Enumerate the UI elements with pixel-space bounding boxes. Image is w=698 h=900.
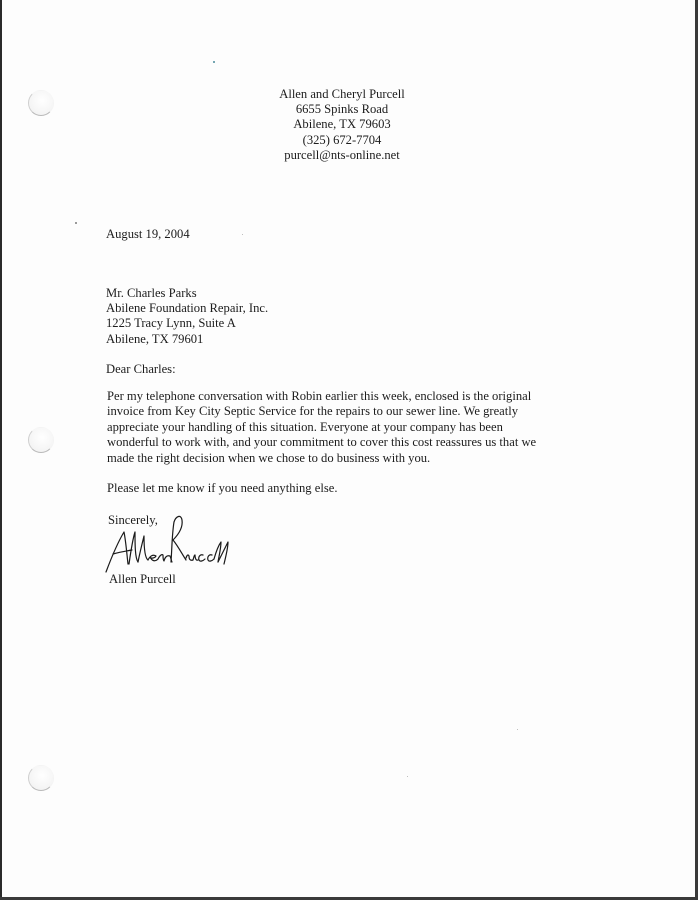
scan-edge-left xyxy=(0,0,2,900)
sign-off: Sincerely, xyxy=(108,513,158,527)
punch-hole-top xyxy=(28,90,54,116)
letterhead-name: Allen and Cheryl Purcell xyxy=(279,87,405,101)
letterhead-city: Abilene, TX 79603 xyxy=(293,117,391,132)
recipient-company: Abilene Foundation Repair, Inc. xyxy=(106,301,269,316)
scan-speck xyxy=(213,61,215,63)
handwritten-signature xyxy=(100,512,235,578)
letterhead xyxy=(242,87,442,163)
body-paragraph xyxy=(107,389,536,466)
letterhead-phone: (325) 672-7704 xyxy=(302,132,382,147)
punch-hole-bottom xyxy=(28,765,54,791)
punch-hole-middle xyxy=(28,427,54,453)
body-line: made the right decision when we chose to do business with you. xyxy=(107,450,431,465)
letterhead-email: purcell@nts-online.net xyxy=(284,147,400,162)
recipient-name: Mr. Charles Parks xyxy=(106,286,197,300)
body-line: appreciate your handling of this situation. Everyone at your company has been xyxy=(107,419,503,434)
body-line: Per my telephone conversation with Robin earlier this week, enclosed is the original xyxy=(107,389,532,403)
body-line: invoice from Key City Septic Service for the repairs to our sewer line. We greatly xyxy=(107,404,519,419)
body-line: wonderful to work with, and your commitment to cover this cost reassures us that we xyxy=(107,435,537,450)
closing-line: Please let me know if you need anything else. xyxy=(107,481,338,495)
salutation: Dear Charles: xyxy=(106,362,176,376)
inside-address xyxy=(106,286,268,347)
scan-speck xyxy=(75,222,77,224)
recipient-city: Abilene, TX 79601 xyxy=(106,331,204,346)
recipient-street: 1225 Tracy Lynn, Suite A xyxy=(106,316,236,331)
scan-speck xyxy=(242,234,243,235)
signer-name: Allen Purcell xyxy=(109,572,176,586)
letterhead-street: 6655 Spinks Road xyxy=(295,102,389,117)
letter-date: August 19, 2004 xyxy=(106,227,190,241)
scan-speck xyxy=(407,776,408,777)
scan-speck xyxy=(517,729,518,730)
